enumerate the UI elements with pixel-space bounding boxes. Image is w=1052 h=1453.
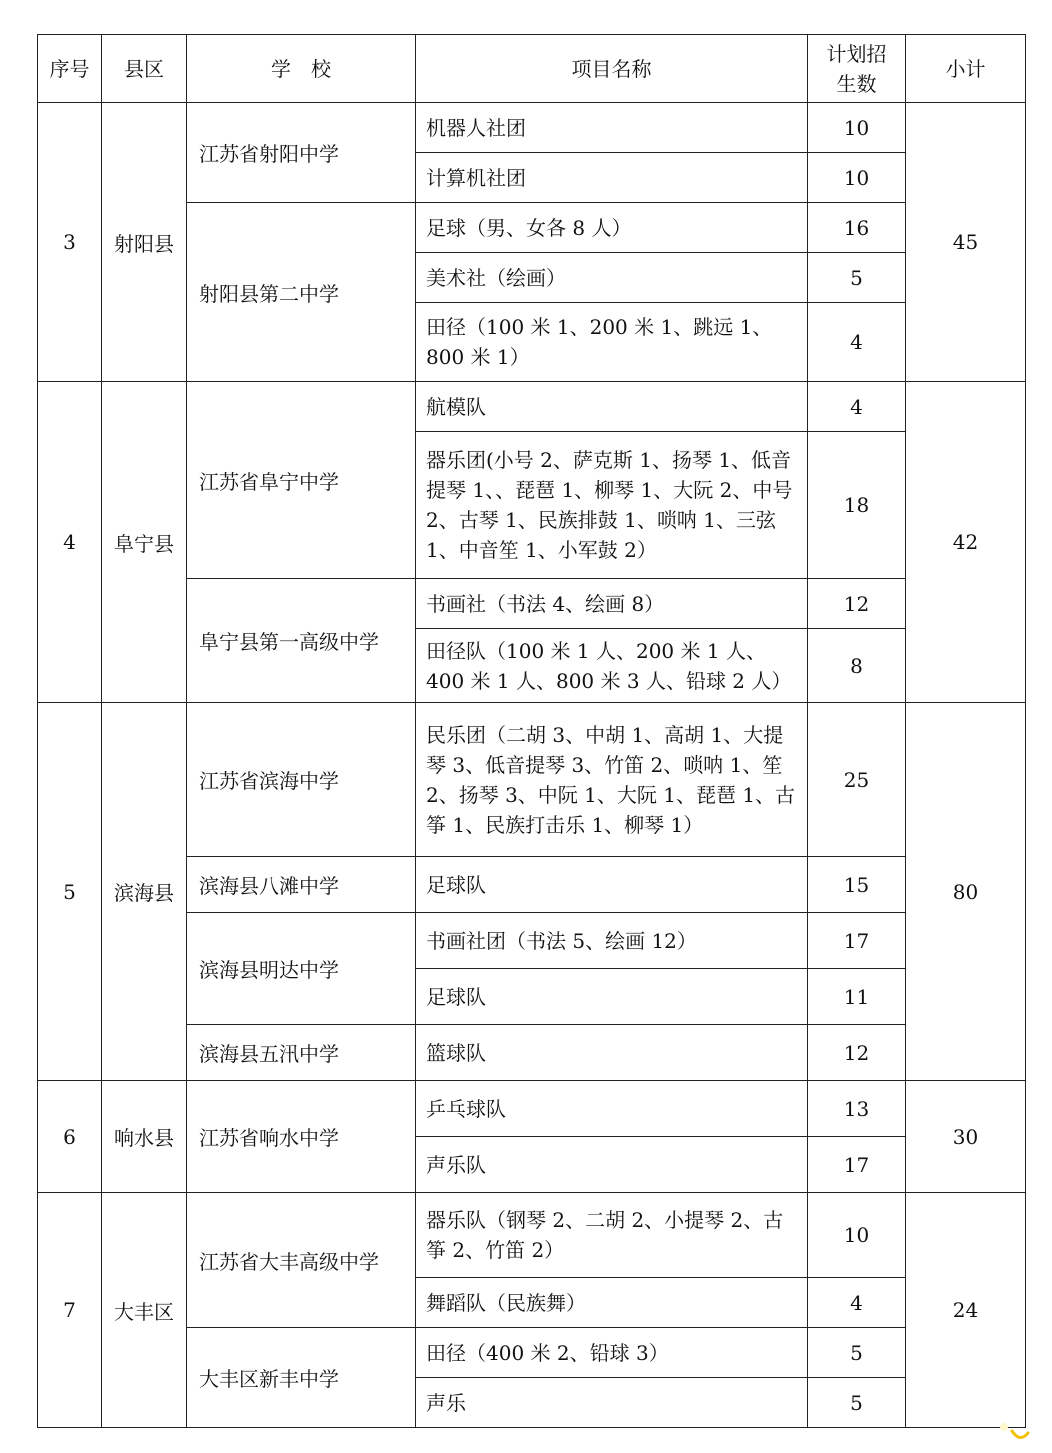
- project-cell: 器乐队（钢琴 2、二胡 2、小提琴 2、古筝 2、竹笛 2）: [416, 1193, 808, 1278]
- project-cell: 舞蹈队（民族舞）: [416, 1278, 808, 1328]
- count-cell: 11: [808, 969, 906, 1025]
- table-row: [38, 103, 1026, 153]
- table-row: [38, 579, 1026, 629]
- subtotal-cell: 42: [906, 382, 1026, 703]
- school-cell: 江苏省射阳中学: [187, 103, 416, 203]
- count-cell: 12: [808, 579, 906, 629]
- enrollment-table: [37, 34, 1026, 1428]
- table-row: [38, 1193, 1026, 1278]
- school-cell: 滨海县明达中学: [187, 913, 416, 1025]
- project-cell: 机器人社团: [416, 103, 808, 153]
- count-cell: 17: [808, 913, 906, 969]
- school-cell: 阜宁县第一高级中学: [187, 579, 416, 703]
- count-cell: 4: [808, 1278, 906, 1328]
- count-cell: 5: [808, 253, 906, 303]
- project-cell: 书画社（书法 4、绘画 8）: [416, 579, 808, 629]
- project-cell: 器乐团(小号 2、萨克斯 1、扬琴 1、低音提琴 1、、琵琶 1、柳琴 1、大阮 2、中号 2、古琴 1、民族排鼓 1、唢呐 1、三弦 1、中音笙 1、小军鼓 2）: [416, 432, 808, 579]
- count-cell: 10: [808, 153, 906, 203]
- header-seq: 序号: [38, 35, 102, 103]
- seq-cell: 4: [38, 382, 102, 703]
- count-cell: 5: [808, 1378, 906, 1428]
- count-cell: 17: [808, 1137, 906, 1193]
- county-cell: 阜宁县: [102, 382, 187, 703]
- seq-cell: 5: [38, 703, 102, 1081]
- header-school: 学 校: [187, 35, 416, 103]
- project-cell: 美术社（绘画）: [416, 253, 808, 303]
- subtotal-cell: 30: [906, 1081, 1026, 1193]
- header-subtotal: 小计: [906, 35, 1026, 103]
- school-cell: 滨海县八滩中学: [187, 857, 416, 913]
- table-row: [38, 1025, 1026, 1081]
- school-cell: 滨海县五汛中学: [187, 1025, 416, 1081]
- count-cell: 25: [808, 703, 906, 857]
- header-row: [38, 35, 1026, 103]
- project-cell: 声乐: [416, 1378, 808, 1428]
- count-cell: 16: [808, 203, 906, 253]
- project-cell: 足球队: [416, 969, 808, 1025]
- project-cell: 田径队（100 米 1 人、200 米 1 人、400 米 1 人、800 米 3 人、铅球 2 人）: [416, 629, 808, 703]
- header-county: 县区: [102, 35, 187, 103]
- count-cell: 10: [808, 103, 906, 153]
- school-cell: 大丰区新丰中学: [187, 1328, 416, 1428]
- count-cell: 18: [808, 432, 906, 579]
- project-cell: 篮球队: [416, 1025, 808, 1081]
- count-cell: 8: [808, 629, 906, 703]
- seq-cell: 3: [38, 103, 102, 382]
- header-plan: 计划招生数: [808, 35, 906, 103]
- school-cell: 江苏省阜宁中学: [187, 382, 416, 579]
- seq-cell: 6: [38, 1081, 102, 1193]
- county-cell: 射阳县: [102, 103, 187, 382]
- project-cell: 田径（100 米 1、200 米 1、跳远 1、800 米 1）: [416, 303, 808, 382]
- school-cell: 江苏省大丰高级中学: [187, 1193, 416, 1328]
- count-cell: 10: [808, 1193, 906, 1278]
- count-cell: 4: [808, 382, 906, 432]
- count-cell: 15: [808, 857, 906, 913]
- subtotal-cell: 45: [906, 103, 1026, 382]
- table-row: [38, 203, 1026, 253]
- subtotal-cell: 24: [906, 1193, 1026, 1428]
- watermark-icon: [990, 1417, 1030, 1447]
- project-cell: 田径（400 米 2、铅球 3）: [416, 1328, 808, 1378]
- project-cell: 计算机社团: [416, 153, 808, 203]
- school-cell: 射阳县第二中学: [187, 203, 416, 382]
- project-cell: 声乐队: [416, 1137, 808, 1193]
- table-row: [38, 857, 1026, 913]
- count-cell: 5: [808, 1328, 906, 1378]
- county-cell: 滨海县: [102, 703, 187, 1081]
- table-row: [38, 1328, 1026, 1378]
- county-cell: 响水县: [102, 1081, 187, 1193]
- table-row: [38, 913, 1026, 969]
- county-cell: 大丰区: [102, 1193, 187, 1428]
- table-row: [38, 382, 1026, 432]
- table-row: [38, 1081, 1026, 1137]
- project-cell: 足球（男、女各 8 人）: [416, 203, 808, 253]
- count-cell: 13: [808, 1081, 906, 1137]
- subtotal-cell: 80: [906, 703, 1026, 1081]
- project-cell: 书画社团（书法 5、绘画 12）: [416, 913, 808, 969]
- project-cell: 民乐团（二胡 3、中胡 1、高胡 1、大提琴 3、低音提琴 3、竹笛 2、唢呐 1、笙 2、扬琴 3、中阮 1、大阮 1、琵琶 1、古筝 1、民族打击乐 1、柳琴 1）: [416, 703, 808, 857]
- table-row: [38, 703, 1026, 857]
- project-cell: 足球队: [416, 857, 808, 913]
- header-project: 项目名称: [416, 35, 808, 103]
- count-cell: 12: [808, 1025, 906, 1081]
- school-cell: 江苏省响水中学: [187, 1081, 416, 1193]
- seq-cell: 7: [38, 1193, 102, 1428]
- project-cell: 乒乓球队: [416, 1081, 808, 1137]
- count-cell: 4: [808, 303, 906, 382]
- project-cell: 航模队: [416, 382, 808, 432]
- school-cell: 江苏省滨海中学: [187, 703, 416, 857]
